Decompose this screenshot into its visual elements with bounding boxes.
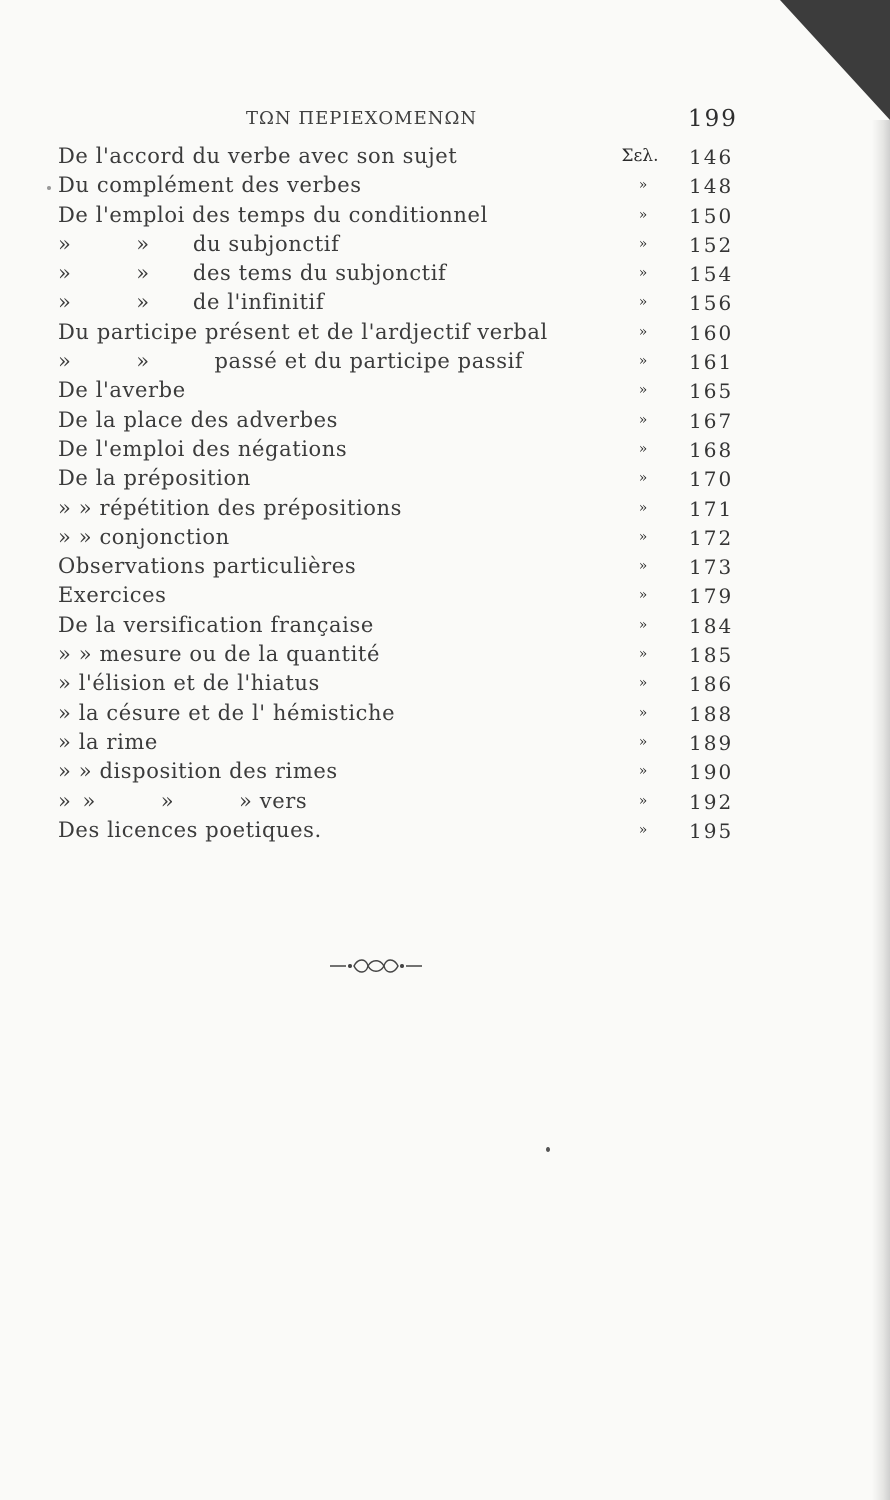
toc-entry bbox=[58, 613, 758, 642]
toc-entry-title: » la rime bbox=[58, 729, 158, 754]
toc-page-number: 146 bbox=[689, 145, 734, 169]
ditto-mark: » bbox=[638, 821, 648, 838]
toc-page-number: 165 bbox=[689, 379, 734, 404]
toc-entry-title: Du complément des verbes bbox=[58, 173, 362, 198]
toc-entry bbox=[58, 320, 758, 349]
ditto-mark: » bbox=[638, 704, 648, 721]
ditto-mark: » bbox=[638, 294, 648, 311]
toc-entry bbox=[58, 173, 758, 202]
toc-entry bbox=[58, 349, 758, 378]
toc-entry-title: » » de l'infinitif bbox=[58, 290, 325, 315]
ditto-mark: » bbox=[638, 440, 648, 457]
toc-entry bbox=[58, 496, 758, 525]
toc-entry-title: Exercices bbox=[58, 583, 167, 608]
toc-page-number: 185 bbox=[689, 643, 734, 668]
ink-speck bbox=[546, 1147, 550, 1152]
toc-entry bbox=[58, 203, 758, 232]
toc-entry bbox=[58, 408, 758, 437]
toc-page-number: 190 bbox=[689, 760, 734, 785]
toc-entry bbox=[58, 525, 758, 554]
toc-entry bbox=[58, 378, 758, 407]
toc-page-number: 172 bbox=[689, 525, 734, 550]
page-number: 199 bbox=[688, 106, 738, 132]
ditto-mark: » bbox=[638, 470, 648, 487]
running-head bbox=[0, 108, 890, 138]
toc-entry-title: Du participe présent et de l'ardjectif verbal bbox=[58, 319, 548, 344]
ditto-mark: » bbox=[638, 558, 648, 575]
toc-page-number: 188 bbox=[689, 701, 734, 726]
toc-entry-title: » » conjonction bbox=[58, 524, 230, 549]
toc-entry-title: De l'emploi des négations bbox=[58, 436, 348, 461]
toc-page-number: 152 bbox=[689, 232, 734, 257]
toc-entry-title: » » passé et du participe passif bbox=[58, 349, 524, 374]
toc-page-number: 156 bbox=[689, 291, 734, 316]
toc-entry bbox=[58, 730, 758, 759]
toc-entry bbox=[58, 583, 758, 612]
toc-entry bbox=[58, 144, 758, 173]
toc-page-number: 189 bbox=[689, 730, 734, 755]
toc-page-number: 170 bbox=[689, 467, 734, 492]
toc-entry bbox=[58, 290, 758, 319]
toc-entry-title: » l'élision et de l'hiatus bbox=[58, 671, 320, 696]
bullet-speck bbox=[47, 186, 51, 190]
toc-entry-title: » » disposition des rimes bbox=[58, 759, 338, 784]
toc-entry-title: » » » » vers bbox=[58, 788, 308, 813]
toc-entry bbox=[58, 437, 758, 466]
toc-entry-title: » » du subjonctif bbox=[58, 231, 340, 256]
ditto-mark: » bbox=[638, 675, 648, 692]
toc-entry bbox=[58, 701, 758, 730]
toc-page-number: 150 bbox=[689, 203, 734, 228]
toc-entry-title: » » des tems du subjonctif bbox=[58, 261, 447, 286]
ditto-mark: » bbox=[638, 528, 648, 545]
toc-page-number: 171 bbox=[689, 496, 734, 521]
table-of-contents bbox=[58, 144, 758, 847]
toc-entry bbox=[58, 466, 758, 495]
toc-entry bbox=[58, 671, 758, 700]
ditto-mark: » bbox=[638, 177, 648, 194]
toc-entry-title: De l'emploi des temps du conditionnel bbox=[58, 202, 488, 227]
toc-page-number: 148 bbox=[689, 174, 734, 199]
toc-page-number: 168 bbox=[689, 437, 734, 462]
toc-entry-title: De la préposition bbox=[58, 466, 251, 491]
ditto-mark: » bbox=[638, 411, 648, 428]
toc-entry-title: De la versification française bbox=[58, 612, 374, 637]
ditto-mark: » bbox=[638, 587, 648, 604]
ditto-mark: » bbox=[638, 616, 648, 633]
page-edge-shadow bbox=[872, 120, 890, 1500]
ditto-mark: » bbox=[638, 382, 648, 399]
toc-entry bbox=[58, 818, 758, 847]
toc-entry bbox=[58, 789, 758, 818]
ditto-mark: » bbox=[638, 323, 648, 340]
ditto-mark: » bbox=[638, 206, 648, 223]
dark-backing-corner bbox=[780, 0, 890, 120]
toc-entry-title: De la place des adverbes bbox=[58, 407, 339, 432]
toc-page-number: 179 bbox=[689, 584, 734, 609]
toc-entry bbox=[58, 642, 758, 671]
fleuron-divider-icon bbox=[328, 955, 424, 977]
toc-entry-title: » la césure et de l' hémistiche bbox=[58, 700, 396, 725]
toc-entry bbox=[58, 232, 758, 261]
toc-entry bbox=[58, 759, 758, 788]
toc-page-number: 154 bbox=[689, 262, 734, 287]
toc-page-number: 184 bbox=[689, 613, 734, 638]
toc-entry-title: De l'averbe bbox=[58, 378, 186, 403]
ditto-mark: » bbox=[638, 733, 648, 750]
ditto-mark: » bbox=[638, 499, 648, 516]
ditto-mark: » bbox=[638, 235, 648, 252]
toc-entry-title: De l'accord du verbe avec son sujet bbox=[58, 144, 458, 168]
toc-entry-title: » » mesure ou de la quantité bbox=[58, 642, 380, 667]
ditto-mark: » bbox=[638, 265, 648, 282]
toc-page-number: 186 bbox=[689, 672, 734, 697]
toc-page-number: 173 bbox=[689, 555, 734, 580]
ditto-mark: » bbox=[638, 763, 648, 780]
toc-page-number: 192 bbox=[689, 789, 734, 814]
toc-page-number: 167 bbox=[689, 408, 734, 433]
toc-page-number: 160 bbox=[689, 320, 734, 345]
toc-page-number: 161 bbox=[689, 350, 734, 375]
ditto-mark: » bbox=[638, 353, 648, 370]
ditto-mark: » bbox=[638, 792, 648, 809]
toc-entry-title: » » répétition des prépositions bbox=[58, 495, 403, 520]
toc-entry bbox=[58, 554, 758, 583]
toc-entry-title: Des licences poetiques. bbox=[58, 817, 322, 842]
running-title: ΤΩΝ ΠΕΡΙΕΧΟΜΕΝΩΝ bbox=[246, 108, 478, 129]
toc-entry bbox=[58, 261, 758, 290]
toc-entry-title: Observations particulières bbox=[58, 554, 357, 579]
page-abbreviation: Σελ. bbox=[621, 146, 659, 166]
toc-page-number: 195 bbox=[689, 818, 734, 843]
ditto-mark: » bbox=[638, 646, 648, 663]
